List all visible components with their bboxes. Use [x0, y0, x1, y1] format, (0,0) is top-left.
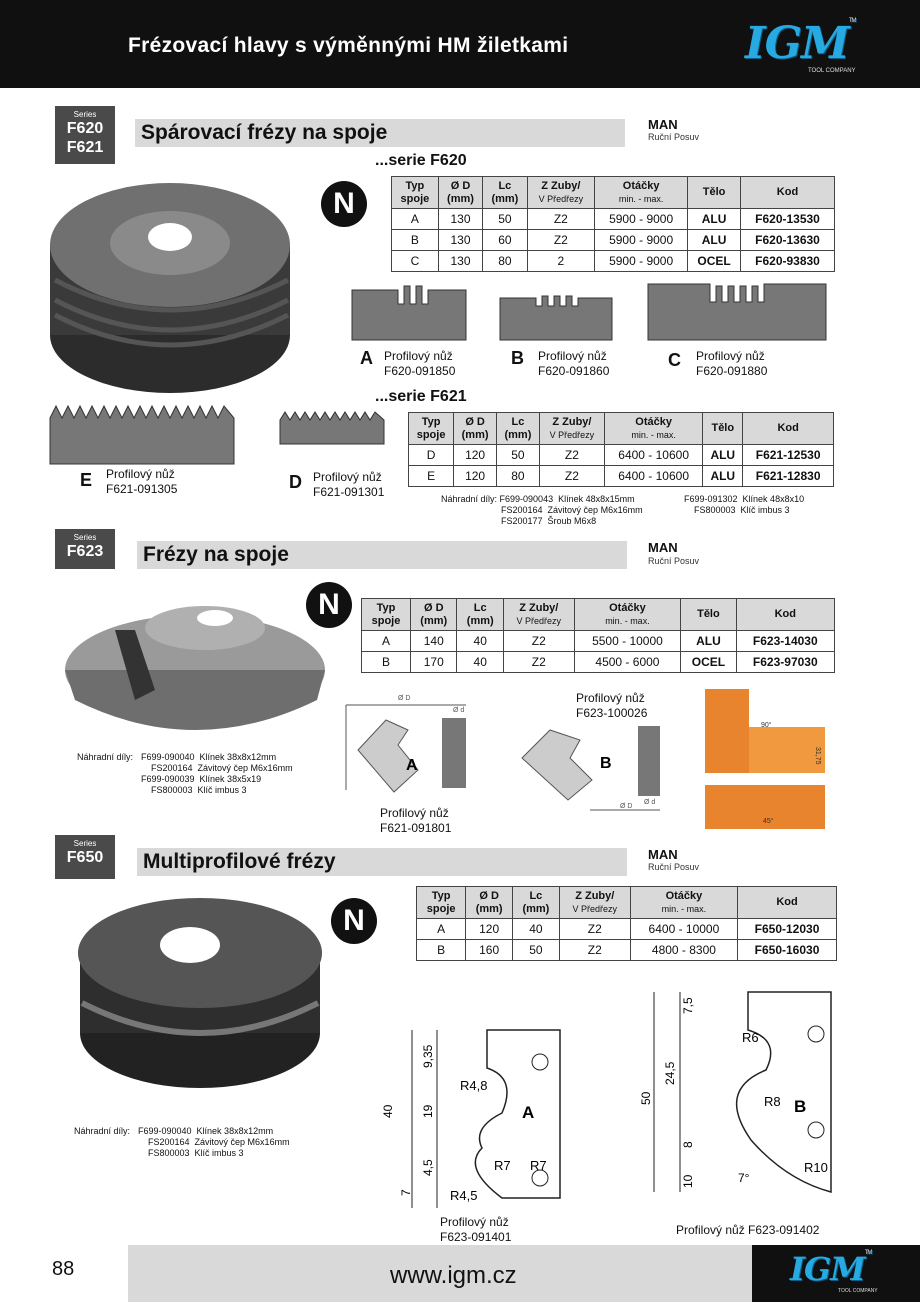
profile-label: Profilový nůž F620-091880 [696, 349, 768, 378]
table-row: A 140 40 Z2 5500 - 10000 ALU F623-14030 [362, 631, 835, 652]
table-row: B 130 60 Z2 5900 - 9000 ALU F620-13630 [392, 230, 835, 251]
profile-letter: D [289, 472, 302, 492]
knife-profile-image [350, 284, 470, 342]
knife-letter: A [522, 1103, 535, 1122]
feed-label: Ruční Posuv [648, 556, 700, 566]
series-badge: Series F620 F621 [55, 106, 115, 164]
col-typ: Typ spoje [392, 177, 439, 209]
dimension-label: R7 [530, 1158, 547, 1173]
table-row: A 120 40 Z2 6400 - 10000 F650-12030 [417, 919, 837, 940]
series-badge: Series F623 [55, 529, 115, 569]
dimension-label: Ø D [398, 695, 411, 702]
knife-profile-image [48, 404, 238, 466]
table-row: B 160 50 Z2 4800 - 8300 F650-16030 [417, 940, 837, 961]
spec-table-f621: Typ spoje Ø D (mm) Lc (mm) Z Zuby/ V Předřezy Otáčky min. - max. Tělo Kod D 120 50 Z2 6400 - 10600 ALU F621-12530 E 120 80 Z2 6400 - 10600 ALU F621-12830 [408, 412, 834, 487]
table-row: E 120 80 Z2 6400 - 10600 ALU F621-12830 [409, 466, 834, 487]
dimension-label: 9,35 [421, 1044, 435, 1068]
knife-profile-image [646, 282, 830, 342]
knife-letter: A [406, 757, 418, 774]
table-row: A 130 50 Z2 5900 - 9000 ALU F620-13530 [392, 209, 835, 230]
profile-letter: B [511, 348, 524, 368]
table-row: B 170 40 Z2 4500 - 6000 OCEL F623-97030 [362, 652, 835, 673]
spare-parts-label: Náhradní díly: [77, 752, 134, 762]
dimension-label: R7 [494, 1158, 511, 1173]
n-symbol-icon: N [331, 898, 377, 944]
page-number: 88 [52, 1258, 75, 1280]
knife-letter: B [794, 1097, 807, 1116]
dimension-label: R4,5 [450, 1188, 478, 1203]
series-subtitle: ...serie F621 [375, 388, 467, 405]
dimension-label: 7,5 [681, 997, 695, 1014]
dimension-label: 7 [399, 1189, 413, 1196]
knife-profile-image [278, 410, 388, 446]
spec-table-f650: Typ spoje Ø D (mm) Lc (mm) Z Zuby/ V Předřezy Otáčky min. - max. Kod A 120 40 Z2 6400 - 10000 F650-12030 B 160 50 Z2 4800 - 8300 F650-16030 [416, 886, 837, 961]
dimension-label: R6 [742, 1030, 759, 1045]
feed-label: Ruční Posuv [648, 862, 700, 872]
igm-logo-icon: IGM™ [790, 1250, 872, 1288]
profile-label: Profilový nůž F621-091801 [380, 806, 452, 835]
knife-profile-image [498, 294, 616, 342]
cutter-head-image [40, 165, 320, 400]
n-symbol-icon: N [306, 582, 352, 628]
dimension-label: R10 [804, 1160, 828, 1175]
section-title: Spárovací frézy na spoje [141, 121, 388, 144]
dimension-label: 19 [421, 1104, 435, 1118]
spare-parts: F699-091302 Klínek 48x8x10 FS800003 Klíč imbus 3 [684, 494, 805, 515]
section-title-bar [135, 119, 625, 147]
dimension-label: Ø d [644, 799, 656, 806]
dimension-label: 10 [681, 1174, 695, 1188]
website-link[interactable]: www.igm.cz [390, 1262, 517, 1289]
knife-letter: B [600, 755, 612, 772]
section-title-bar [137, 541, 627, 569]
section-title: Frézy na spoje [143, 543, 289, 566]
angle-label: 90° [761, 722, 772, 729]
profile-label: Profilový nůž F621-091305 [106, 467, 178, 496]
dimension-label: Ø D [620, 803, 633, 810]
man-label: MAN [648, 117, 678, 132]
profile-label: Profilový nůž F621-091301 [313, 470, 385, 499]
profile-label: Profilový nůž F623-100026 [576, 691, 648, 720]
dimension-label: 4,5 [421, 1159, 435, 1176]
series-subtitle: ...serie F620 [375, 152, 467, 169]
wood-joint-image [703, 687, 828, 832]
series-badge: Series F650 [55, 835, 115, 879]
knife-drawing-b [510, 718, 665, 818]
page-title: Frézovací hlavy s výměnnými HM žiletkami [128, 34, 569, 57]
table-row: D 120 50 Z2 6400 - 10600 ALU F621-12530 [409, 445, 834, 466]
feed-label: Ruční Posuv [648, 132, 700, 142]
dimension-label: R8 [764, 1094, 781, 1109]
igm-logo-icon: IGM™ [745, 18, 856, 69]
section-title: Multiprofilové frézy [143, 850, 336, 873]
dimension-label: 7° [738, 1171, 750, 1185]
profile-drawing-b [636, 980, 842, 1202]
dimension-label: 8 [681, 1141, 695, 1148]
profile-letter: C [668, 350, 681, 370]
profile-drawing-a [372, 1018, 568, 1216]
profile-letter: E [80, 470, 93, 490]
spare-parts: Náhradní díly: F699-090043 Klínek 48x8x15mm FS200164 Závitový čep M6x16mm FS200177 Šroub M6x8 [441, 494, 643, 526]
dimension-label: 24,5 [663, 1061, 677, 1085]
dimension-label: 50 [639, 1091, 653, 1105]
profile-label: Profilový nůž F623-091401 [440, 1215, 512, 1244]
profile-label: Profilový nůž F620-091850 [384, 349, 456, 378]
spare-parts: F699-090040 Klínek 38x8x12mm FS200164 Závitový čep M6x16mm FS800003 Klíč imbus 3 [138, 1126, 290, 1158]
dimension-label: Ø d [453, 707, 465, 714]
angle-label: 45° [763, 818, 774, 825]
dimension-label: 31,75 [814, 747, 821, 765]
dimension-label: R4,8 [460, 1078, 488, 1093]
cutter-head-image [55, 590, 330, 735]
knife-drawing-a [338, 690, 473, 805]
logo-subtitle: TOOL COMPANY [838, 1288, 878, 1294]
n-symbol-icon: N [321, 181, 367, 227]
spare-parts-label: Náhradní díly: [74, 1126, 131, 1136]
section-title-bar [137, 848, 627, 876]
profile-letter: A [360, 348, 373, 368]
spare-parts: F699-090040 Klínek 38x8x12mm FS200164 Závitový čep M6x16mm F699-090039 Klínek 38x5x19 FS800003 Klíč imbus 3 [141, 752, 293, 795]
profile-label: Profilový nůž F623-091402 [676, 1223, 820, 1237]
table-row: C 130 80 2 5900 - 9000 OCEL F620-93830 [392, 251, 835, 272]
man-label: MAN [648, 540, 678, 555]
spec-table-f620: Typ spoje Ø D (mm) Lc (mm) Z Zuby/ V Předřezy Otáčky min. - max. Tělo Kod A 130 50 Z2 5900 - 9000 ALU F620-13530 B 130 60 Z2 5900 - 9000 ALU F620-13630 C 130 80 2 5900 - 9000 OCEL F620-93830 [391, 176, 835, 272]
cutter-head-image [60, 893, 330, 1093]
logo-subtitle: TOOL COMPANY [808, 68, 856, 74]
profile-label: Profilový nůž F620-091860 [538, 349, 610, 378]
spec-table-f623: Typ spoje Ø D (mm) Lc (mm) Z Zuby/ V Předřezy Otáčky min. - max. Tělo Kod A 140 40 Z2 5500 - 10000 ALU F623-14030 B 170 40 Z2 4500 - 6000 OCEL F623-97030 [361, 598, 835, 673]
man-label: MAN [648, 847, 678, 862]
dimension-label: 40 [381, 1104, 395, 1118]
